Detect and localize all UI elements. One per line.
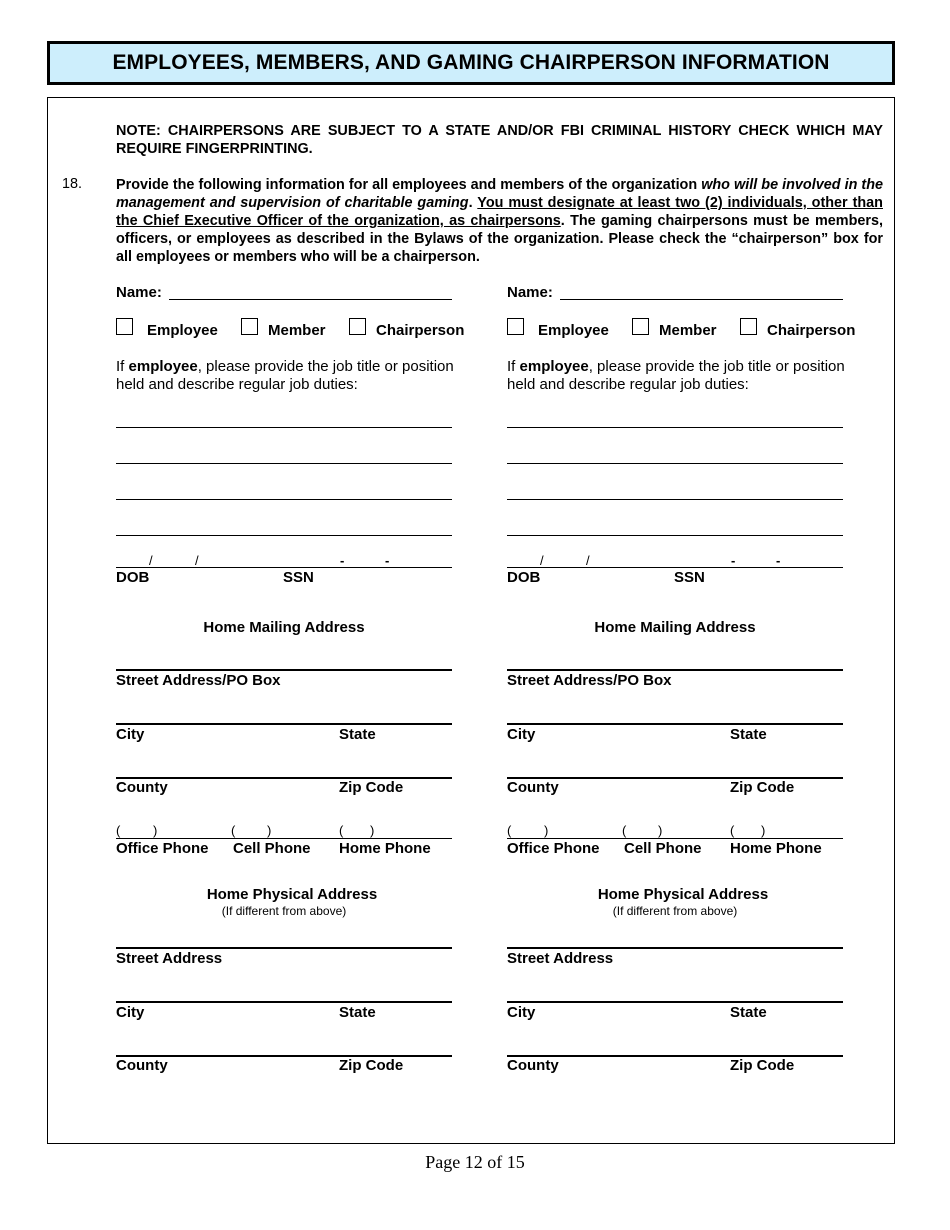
paren-close: ) <box>370 823 375 838</box>
member-label: Member <box>659 322 717 339</box>
job-duties-line[interactable] <box>116 535 452 536</box>
cell-phone-label: Cell Phone <box>233 840 311 857</box>
ssn-separator: - <box>731 553 736 568</box>
page-number: Page 12 of 15 <box>425 1152 525 1172</box>
mailing-address-title: Home Mailing Address <box>203 619 365 636</box>
state-label: State <box>730 726 767 743</box>
member-checkbox[interactable] <box>241 318 258 335</box>
city-label: City <box>507 726 536 743</box>
section-title: EMPLOYEES, MEMBERS, AND GAMING CHAIRPERSON INFORMATION <box>112 51 830 74</box>
paren-open: ( <box>622 823 627 838</box>
street-label: Street Address <box>116 950 223 967</box>
city-label: City <box>507 1004 536 1021</box>
employee-label: Employee <box>538 322 609 339</box>
name-label: Name: <box>116 284 162 301</box>
job-duties-line[interactable] <box>507 535 843 536</box>
city-label: City <box>116 726 145 743</box>
member-label: Member <box>268 322 326 339</box>
employee-checkbox[interactable] <box>116 318 133 335</box>
physical-address-title: Home Physical Address <box>206 886 378 903</box>
job-duties-line[interactable] <box>116 499 452 500</box>
job-description-prompt: If employee, please provide the job title or position held and describe regular job duties: <box>116 358 454 393</box>
street-label: Street Address <box>507 950 614 967</box>
paren-close: ) <box>544 823 549 838</box>
mailing-address-title: Home Mailing Address <box>594 619 756 636</box>
street-po-label: Street Address/PO Box <box>116 672 281 689</box>
ssn-separator: - <box>776 553 781 568</box>
job-duties-line[interactable] <box>507 427 843 428</box>
state-label: State <box>339 1004 376 1021</box>
chairperson-checkbox[interactable] <box>740 318 757 335</box>
ssn-label: SSN <box>674 569 705 586</box>
dob-label: DOB <box>116 569 150 586</box>
paren-open: ( <box>339 823 344 838</box>
city-state-field[interactable] <box>507 723 843 725</box>
paren-close: ) <box>267 823 272 838</box>
county-label: County <box>116 1057 168 1074</box>
name-field[interactable] <box>169 299 452 300</box>
cell-phone-label: Cell Phone <box>624 840 702 857</box>
phone-fields[interactable] <box>116 838 452 839</box>
paren-open: ( <box>730 823 735 838</box>
ssn-separator: - <box>385 553 390 568</box>
physical-address-title: Home Physical Address <box>597 886 769 903</box>
person-entry-right <box>507 0 856 1230</box>
date-separator: / <box>149 553 153 568</box>
paren-close: ) <box>761 823 766 838</box>
date-separator: / <box>540 553 544 568</box>
street-field[interactable] <box>116 947 452 949</box>
ssn-separator: - <box>340 553 345 568</box>
county-label: County <box>116 779 168 796</box>
city-state-field[interactable] <box>507 1001 843 1003</box>
name-field[interactable] <box>560 299 843 300</box>
street-po-label: Street Address/PO Box <box>507 672 672 689</box>
city-state-field[interactable] <box>116 723 452 725</box>
zip-label: Zip Code <box>339 1057 404 1074</box>
chairperson-label: Chairperson <box>767 322 856 339</box>
paren-open: ( <box>231 823 236 838</box>
street-po-field[interactable] <box>116 669 452 671</box>
office-phone-label: Office Phone <box>507 840 600 857</box>
question-number: 18. <box>62 176 83 192</box>
paren-close: ) <box>153 823 158 838</box>
question-instructions: Provide the following information for all employees and members of the organization who will be involved in the management and supervision of charitable gaming. You must designate at least two (2) individuals, other than the Chief Executive Officer of the organization, as chairpersons. The gaming chairpersons must be members, officers, or employees as described in the Bylaws of the organization. Please check the “chairperson” box for all employees or members who will be a chairperson. <box>116 177 883 265</box>
job-duties-line[interactable] <box>507 499 843 500</box>
job-duties-line[interactable] <box>116 463 452 464</box>
zip-label: Zip Code <box>730 779 795 796</box>
office-phone-label: Office Phone <box>116 840 209 857</box>
paren-close: ) <box>658 823 663 838</box>
chairperson-label: Chairperson <box>376 322 465 339</box>
street-po-field[interactable] <box>507 669 843 671</box>
phone-fields[interactable] <box>507 838 843 839</box>
employee-checkbox[interactable] <box>507 318 524 335</box>
paren-open: ( <box>116 823 121 838</box>
county-label: County <box>507 779 559 796</box>
job-description-prompt: If employee, please provide the job title or position held and describe regular job duties: <box>507 358 845 393</box>
criminal-check-note: NOTE: CHAIRPERSONS ARE SUBJECT TO A STATE AND/OR FBI CRIMINAL HISTORY CHECK WHICH MAY REQUIRE FINGERPRINTING. <box>116 123 883 157</box>
job-duties-line[interactable] <box>116 427 452 428</box>
member-checkbox[interactable] <box>632 318 649 335</box>
city-label: City <box>116 1004 145 1021</box>
date-separator: / <box>195 553 199 568</box>
job-duties-line[interactable] <box>507 463 843 464</box>
physical-address-subtitle: (If different from above) <box>612 904 738 918</box>
name-label: Name: <box>507 284 553 301</box>
dob-label: DOB <box>507 569 541 586</box>
home-phone-label: Home Phone <box>730 840 822 857</box>
ssn-label: SSN <box>283 569 314 586</box>
date-separator: / <box>586 553 590 568</box>
state-label: State <box>339 726 376 743</box>
city-state-field[interactable] <box>116 1001 452 1003</box>
zip-label: Zip Code <box>339 779 404 796</box>
zip-label: Zip Code <box>730 1057 795 1074</box>
county-label: County <box>507 1057 559 1074</box>
chairperson-checkbox[interactable] <box>349 318 366 335</box>
state-label: State <box>730 1004 767 1021</box>
employee-label: Employee <box>147 322 218 339</box>
street-field[interactable] <box>507 947 843 949</box>
physical-address-subtitle: (If different from above) <box>221 904 347 918</box>
home-phone-label: Home Phone <box>339 840 431 857</box>
dob-ssn-field[interactable] <box>507 567 843 568</box>
dob-ssn-field[interactable] <box>116 567 452 568</box>
person-entry-left <box>116 0 465 1230</box>
paren-open: ( <box>507 823 512 838</box>
